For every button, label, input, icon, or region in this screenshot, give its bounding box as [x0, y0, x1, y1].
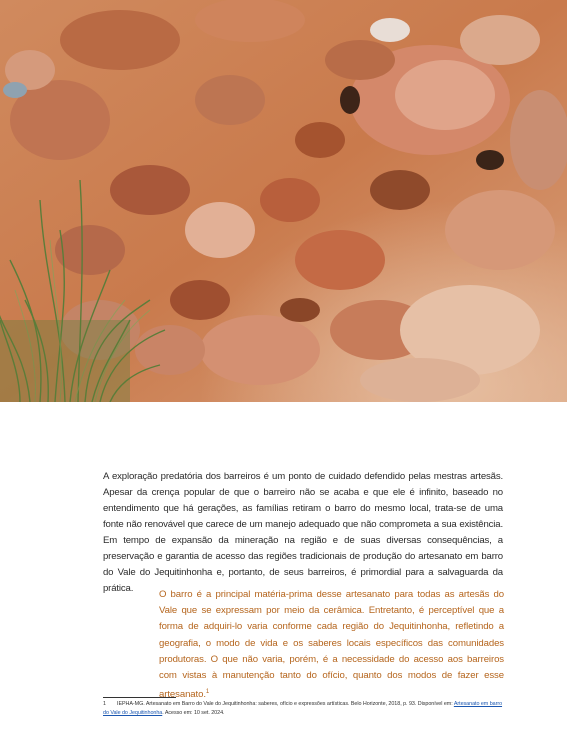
footnote-divider	[103, 697, 176, 698]
body-paragraph	[103, 469, 503, 597]
block-quote-text: O barro é a principal matéria-prima desse artesanato para todas as artesãs do Vale que se expressam por meio da cerâmica. Entretanto, é perceptível que a forma de adquiri-lo varia conforme cada região do Jequitinhonha, refletindo a geografia, o modo de vida e os saberes locais específicos das comunidades produtoras. O que não varia, porém, é a necessidade do acesso aos barreiros com vistas à manutenção tanto do ofício, quanto dos modos de fazer esse artesanato.	[159, 589, 504, 701]
footnote-access-date: . Acesso em: 10 set. 2024.	[162, 710, 225, 716]
body-paragraph-text: A exploração predatória dos barreiros é um ponto de cuidado defendido pelas mestras artesãs. Apesar da crença popular de que o barreiro não se acaba e que ele é infinito, baseado no entendimento que há gerações, as famílias retiram o barro do mesmo local, trata-se de uma fonte não renovável que carece de um manejo adequado que não comprometa a sua existência. Em tempo de expansão da mineração na região e de suas diversas consequências, a preservação e garantia de acesso das regiões tradicionais de produção do artesanato em barro do Vale do Jequitinhonha e, portanto, de seus barreiros, é primordial para a salvaguarda da prática.	[103, 471, 503, 594]
footnote-number: 1	[103, 701, 106, 707]
footnote-link[interactable]: Artesanato em barro do Vale do Jequitinhonha	[103, 701, 503, 716]
footnote	[103, 700, 505, 718]
footnote-marker: 1	[205, 689, 210, 696]
footnote-text: IEPHA-MG. Artesanato em Barro do Vale do Jequitinhonha: saberes, ofício e expressões artísticas. Belo Horizonte, 2018, p. 93. Disponível em:	[117, 701, 453, 707]
block-quote	[159, 587, 504, 704]
